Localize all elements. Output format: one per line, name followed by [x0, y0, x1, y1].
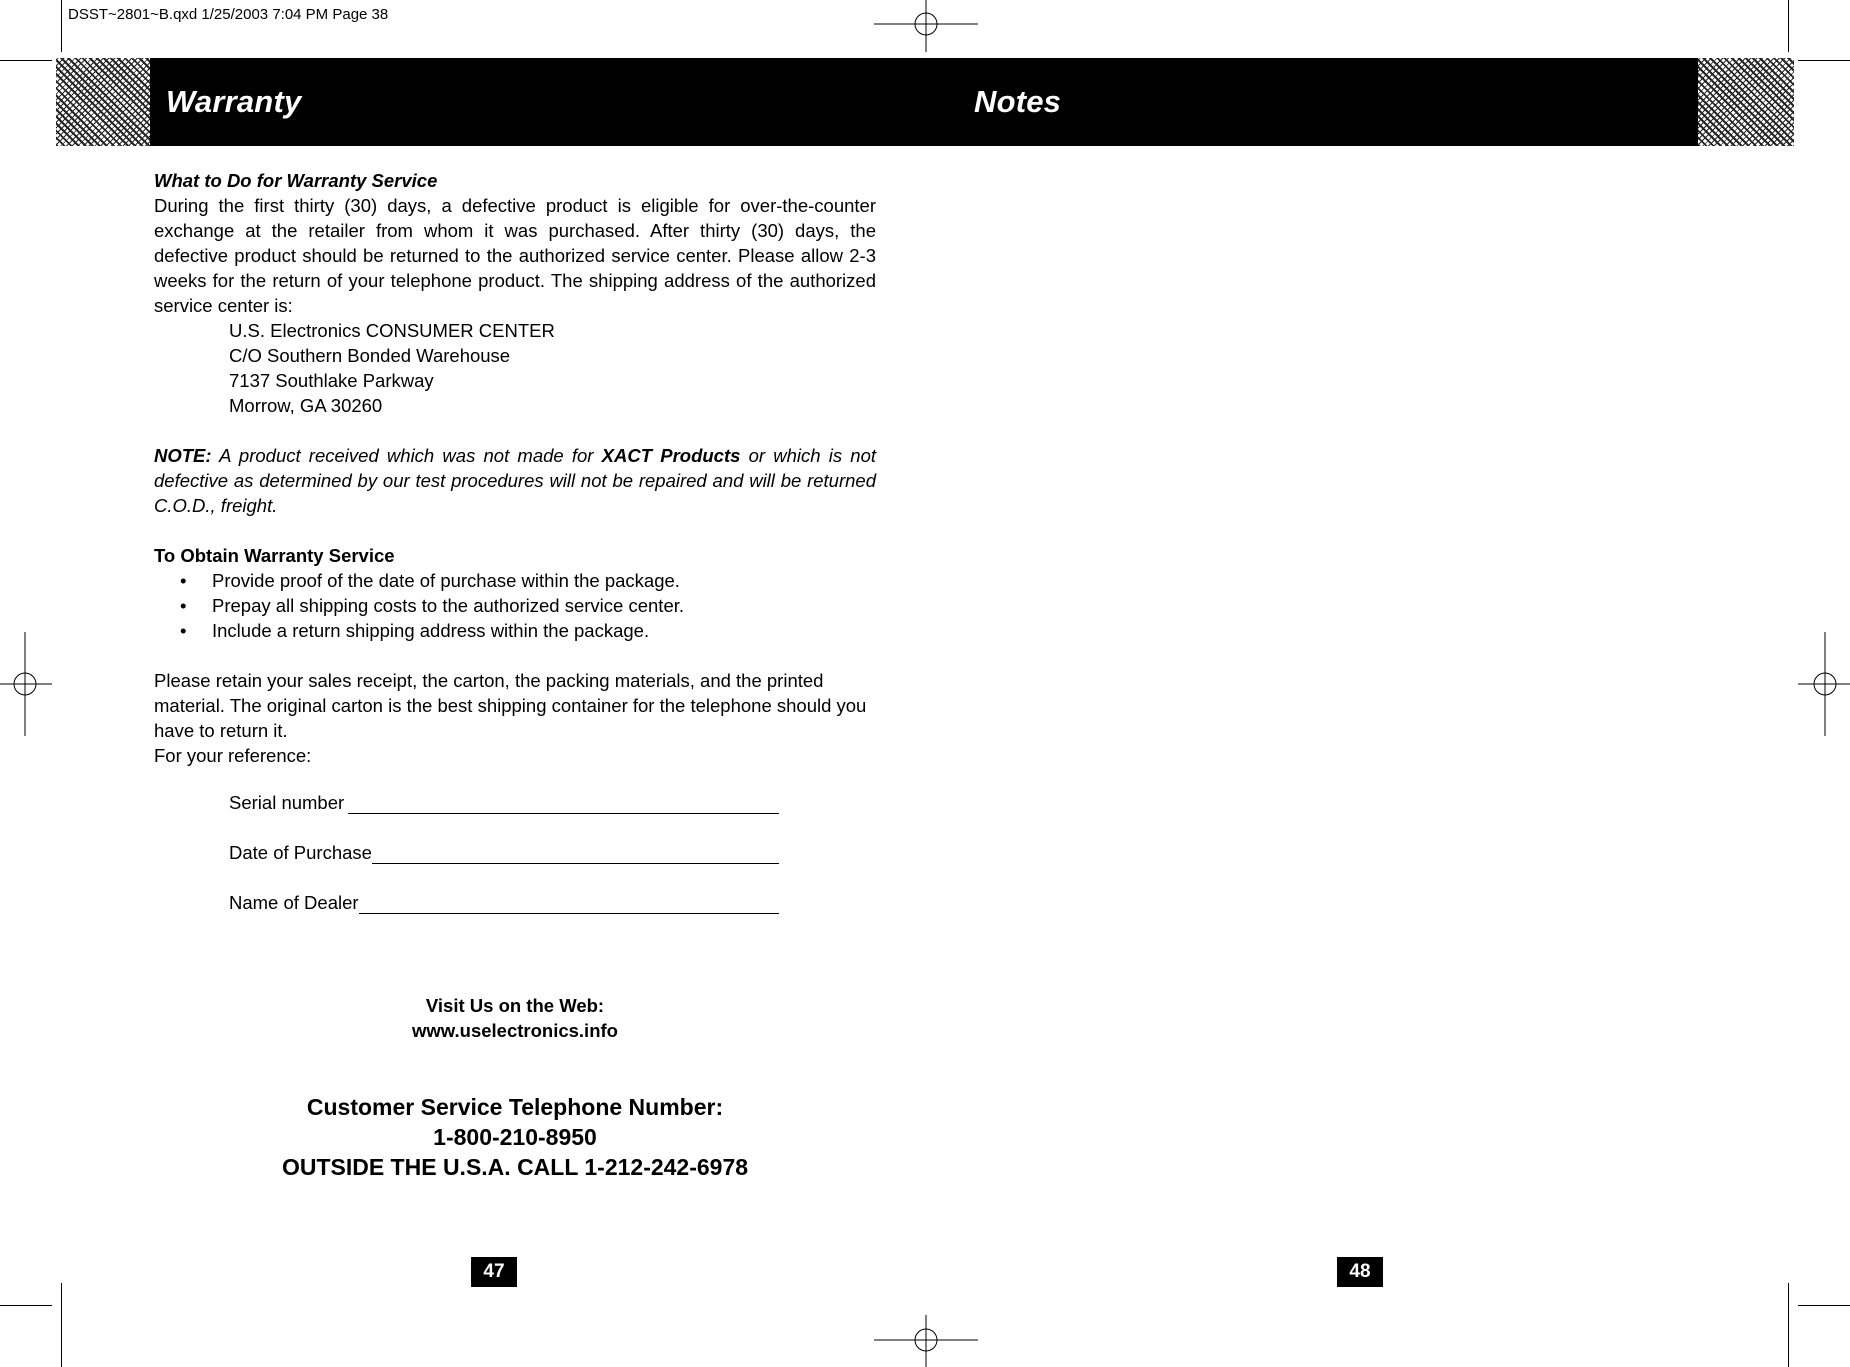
page-number-left: 47 — [471, 1257, 517, 1287]
crop-mark-bottom-left-v — [61, 1283, 62, 1367]
web-block — [154, 993, 876, 1043]
crop-mark-top-left-h — [0, 60, 52, 61]
note-label: NOTE: — [154, 445, 212, 466]
field-line[interactable] — [348, 793, 779, 814]
registration-target-right-icon — [1798, 632, 1850, 736]
header-band — [150, 58, 1698, 146]
field-label: Date of Purchase — [229, 842, 372, 863]
page-number-right: 48 — [1337, 1257, 1383, 1287]
crop-mark-top-right-h — [1798, 60, 1850, 61]
address-line: 7137 Southlake Parkway — [229, 370, 434, 391]
list-item — [180, 593, 684, 618]
cs-outside: OUTSIDE THE U.S.A. CALL 1-212-242-6978 — [281, 1154, 749, 1180]
texture-block-left — [56, 58, 152, 146]
crop-mark-bottom-left-h — [0, 1305, 52, 1306]
bullet-icon: • — [180, 570, 187, 591]
list-item-text: Include a return shipping address within the package. — [212, 620, 650, 641]
retain-paragraph: Please retain your sales receipt, the carton, the packing materials, and the printed material. The original carton is the best shipping container for the telephone should you have to return it. — [154, 670, 867, 741]
field-label: Serial number — [229, 792, 345, 813]
list-item-text: Provide proof of the date of purchase within the package. — [212, 570, 680, 591]
file-slug: DSST~2801~B.qxd 1/25/2003 7:04 PM Page 38 — [68, 6, 389, 23]
note-brand: XACT Products — [601, 445, 741, 466]
crop-mark-top-right-v — [1788, 0, 1789, 52]
date-of-purchase-field[interactable] — [229, 842, 779, 864]
note-text-b: or which is not defective as determined by our test procedures will not be repaired and will be returned C.O.D., freight. — [154, 445, 876, 516]
field-label: Name of Dealer — [229, 892, 359, 913]
warranty-section-1 — [154, 168, 876, 318]
service-center-address — [229, 318, 555, 418]
bullet-list — [180, 568, 684, 643]
section-heading: To Obtain Warranty Service — [154, 545, 395, 566]
section-heading: What to Do for Warranty Service — [154, 170, 438, 191]
crop-mark-top-left-v — [61, 0, 62, 52]
name-of-dealer-field[interactable] — [229, 892, 779, 914]
address-line: U.S. Electronics CONSUMER CENTER — [229, 320, 555, 341]
web-label: Visit Us on the Web: — [425, 995, 605, 1016]
customer-service-block — [154, 1092, 876, 1182]
cs-phone: 1-800-210-8950 — [433, 1124, 597, 1150]
serial-number-field[interactable] — [229, 792, 779, 814]
page-title-left: Warranty — [166, 84, 302, 119]
registration-target-top-icon — [874, 0, 978, 52]
address-line: C/O Southern Bonded Warehouse — [229, 345, 511, 366]
texture-block-right — [1698, 58, 1794, 146]
web-url[interactable]: www.uselectronics.info — [412, 1020, 618, 1041]
section-paragraph: During the first thirty (30) days, a defective product is eligible for over-the-counter exchange at the retailer from whom it was purchased. After thirty (30) days, the defective product should be returned to the authorized service center. Please allow 2-3 weeks for the return of your telephone product. The shipping address of the authorized service center is: — [154, 195, 876, 316]
bullet-icon: • — [180, 595, 187, 616]
registration-target-left-icon — [0, 632, 52, 736]
reference-label: For your reference: — [154, 745, 312, 766]
cs-label: Customer Service Telephone Number: — [306, 1094, 724, 1120]
registration-target-bottom-icon — [874, 1315, 978, 1367]
warranty-note — [154, 443, 876, 518]
page-title-right: Notes — [974, 84, 1062, 119]
crop-mark-bottom-right-h — [1798, 1305, 1850, 1306]
crop-mark-bottom-right-v — [1788, 1283, 1789, 1367]
bullet-icon: • — [180, 620, 187, 641]
address-line: Morrow, GA 30260 — [229, 395, 383, 416]
warranty-section-2 — [154, 543, 876, 568]
field-line[interactable] — [359, 893, 779, 914]
list-item — [180, 568, 684, 593]
field-line[interactable] — [372, 843, 779, 864]
list-item — [180, 618, 684, 643]
list-item-text: Prepay all shipping costs to the authorized service center. — [212, 595, 685, 616]
note-text-a: A product received which was not made for — [211, 445, 602, 466]
